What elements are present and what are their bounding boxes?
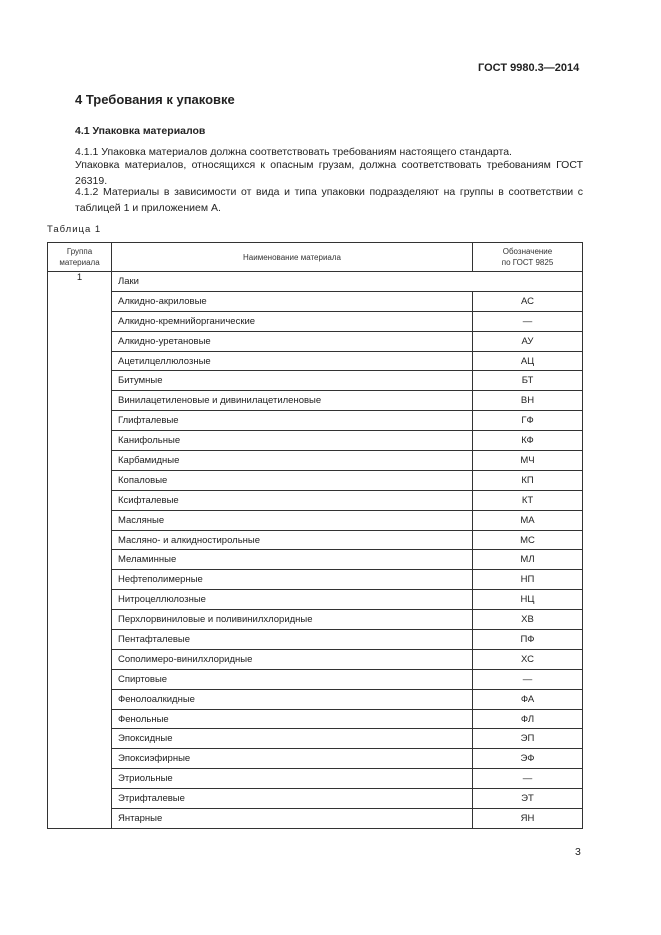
material-code: НЦ: [473, 590, 583, 610]
material-name: Глифталевые: [112, 411, 473, 431]
material-name: Этриольные: [112, 769, 473, 789]
paragraph-text: 4.1.1 Упаковка материалов должна соответствовать требованиям настоящего стандарта.: [75, 146, 512, 158]
table-row: [48, 809, 583, 829]
header-name: Наименование материала: [112, 243, 473, 272]
material-code: БТ: [473, 371, 583, 391]
material-code: ФА: [473, 689, 583, 709]
material-code: ВН: [473, 391, 583, 411]
table-row: [48, 411, 583, 431]
material-name: Алкидно-кремнийорганические: [112, 311, 473, 331]
table-row: [48, 530, 583, 550]
material-name: Эпоксидные: [112, 729, 473, 749]
material-code: ЭФ: [473, 749, 583, 769]
table-row: [48, 550, 583, 570]
material-name: Фенолоалкидные: [112, 689, 473, 709]
material-code: КФ: [473, 431, 583, 451]
material-code: ГФ: [473, 411, 583, 431]
material-name: Алкидно-акриловые: [112, 291, 473, 311]
table-row: [48, 769, 583, 789]
material-code: ЯН: [473, 809, 583, 829]
material-name: Пентафталевые: [112, 630, 473, 650]
table-row: [48, 649, 583, 669]
table-row: [48, 431, 583, 451]
material-name: Нитроцеллюлозные: [112, 590, 473, 610]
header-code-line1: Обозначение: [502, 247, 553, 256]
table-row: [48, 351, 583, 371]
table-row: [48, 490, 583, 510]
table-row: [48, 371, 583, 391]
material-name: Карбамидные: [112, 451, 473, 471]
material-name: Ксифталевые: [112, 490, 473, 510]
material-name: Масляно- и алкидностирольные: [112, 530, 473, 550]
subsection-title: 4.1 Упаковка материалов: [75, 125, 206, 137]
material-code: КП: [473, 470, 583, 490]
group-title: Лаки: [112, 272, 583, 292]
group-number: 1: [48, 272, 112, 829]
material-name: Битумные: [112, 371, 473, 391]
material-code: АС: [473, 291, 583, 311]
standard-number: ГОСТ 9980.3—2014: [478, 62, 580, 74]
table-row: [48, 510, 583, 530]
header-group-line2: материала: [59, 258, 100, 267]
material-code: МЛ: [473, 550, 583, 570]
material-name: Сополимеро-винилхлоридные: [112, 649, 473, 669]
material-code: ПФ: [473, 630, 583, 650]
table-row: [48, 391, 583, 411]
material-code: ЭТ: [473, 789, 583, 809]
material-name: Спиртовые: [112, 669, 473, 689]
table-row: [48, 331, 583, 351]
table-row: [48, 729, 583, 749]
paragraph-4-1-2: [75, 184, 583, 216]
material-name: Алкидно-уретановые: [112, 331, 473, 351]
table-row: [48, 630, 583, 650]
table-row: [48, 570, 583, 590]
table-row: [48, 749, 583, 769]
material-name: Меламинные: [112, 550, 473, 570]
material-code: ХВ: [473, 610, 583, 630]
section-title: 4 Требования к упаковке: [75, 92, 235, 107]
material-code: МС: [473, 530, 583, 550]
material-code: —: [473, 311, 583, 331]
table-caption: Таблица 1: [47, 224, 102, 235]
material-name: Янтарные: [112, 809, 473, 829]
table-row: [48, 470, 583, 490]
material-code: ХС: [473, 649, 583, 669]
table-row: [48, 709, 583, 729]
header-group-line1: Группа: [66, 247, 93, 256]
table-row: [48, 689, 583, 709]
table-row: [48, 291, 583, 311]
materials-table: [47, 242, 583, 829]
header-code-line2: по ГОСТ 9825: [501, 258, 554, 267]
table-row: [48, 789, 583, 809]
material-code: —: [473, 769, 583, 789]
material-name: Перхлорвиниловые и поливинилхлоридные: [112, 610, 473, 630]
material-code: КТ: [473, 490, 583, 510]
material-name: Канифольные: [112, 431, 473, 451]
page-number: 3: [575, 846, 581, 858]
table-row: [48, 311, 583, 331]
table-row: [48, 590, 583, 610]
table-row: [48, 451, 583, 471]
material-name: Фенольные: [112, 709, 473, 729]
material-name: Винилацетиленовые и дивинилацетиленовые: [112, 391, 473, 411]
material-code: —: [473, 669, 583, 689]
material-code: МЧ: [473, 451, 583, 471]
material-name: Эпоксиэфирные: [112, 749, 473, 769]
material-code: ЭП: [473, 729, 583, 749]
material-code: МА: [473, 510, 583, 530]
material-name: Нефтеполимерные: [112, 570, 473, 590]
material-name: Копаловые: [112, 470, 473, 490]
table-header-row: [48, 243, 583, 272]
table-row: [48, 272, 583, 292]
header-group: [48, 243, 112, 272]
table-row: [48, 669, 583, 689]
material-code: АУ: [473, 331, 583, 351]
paragraph-text: 4.1.2 Материалы в зависимости от вида и типа упаковки подразделяют на группы в соответствии с таблицей 1 и приложением А.: [75, 186, 583, 214]
table-row: [48, 610, 583, 630]
paragraph-text: Упаковка материалов, относящихся к опасным грузам, должна соответствовать требованиям ГОСТ 26319.: [75, 159, 583, 187]
material-name: Масляные: [112, 510, 473, 530]
material-name: Ацетилцеллюлозные: [112, 351, 473, 371]
material-code: НП: [473, 570, 583, 590]
header-code: [473, 243, 583, 272]
material-name: Этрифталевые: [112, 789, 473, 809]
material-code: АЦ: [473, 351, 583, 371]
material-code: ФЛ: [473, 709, 583, 729]
